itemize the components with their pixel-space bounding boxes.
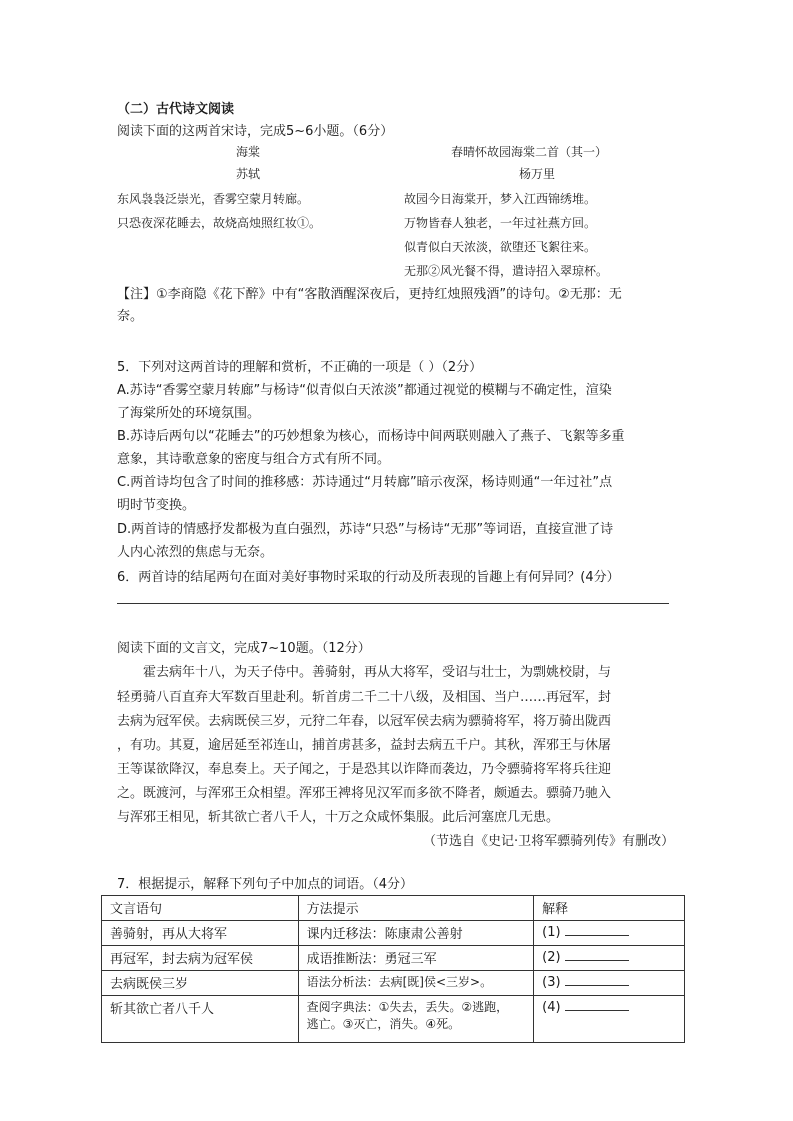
note-line-2: 奈。 (117, 309, 144, 324)
poetry-instruction: 阅读下面的这两首宋诗，完成5~6小题。（6分） (117, 124, 394, 139)
prose-line-6: 之。既渡河，与浑邪王众相望。浑邪王裨将见汉军而多欲不降者，颇遁去。骠骑乃驰入 (117, 786, 612, 801)
poem1-title: 海棠 (236, 145, 261, 159)
prose-line-1: 霍去病年十八，为天子侍中。善骑射，再从大将军，受诏与壮士，为剽姚校尉，与 (143, 665, 612, 680)
row1-sentence: 善骑射，再从大将军 (102, 921, 299, 946)
row3-method: 语法分析法：去病[既]侯<三岁>。 (298, 971, 534, 996)
q5-option-a[interactable]: A.苏诗“香雾空蒙月转廊”与杨诗“似青似白天浓淡”都通过视觉的模糊与不确定性，渲染 (117, 383, 612, 398)
row1-method: 课内迁移法：陈康肃公善射 (298, 921, 534, 946)
row2-answer-blank[interactable] (565, 948, 629, 961)
row1-answer-blank[interactable] (565, 923, 629, 936)
q5-option-b-cont: 意象，其诗歌意象的密度与组合方式有所不同。 (117, 452, 391, 467)
q7-stem: 7．根据提示，解释下列句子中加点的词语。（4分） (117, 877, 414, 892)
q5-option-c-cont: 明时节变换。 (117, 498, 196, 513)
prose-line-3: 去病为冠军侯。去病既侯三岁，元狩二年春，以冠军侯去病为骠骑将军，将万骑出陇西 (117, 714, 612, 729)
row4-method-line-1: 查阅字典法：①失去，丢失。②逃跑， (306, 1000, 509, 1014)
poem2-title: 春晴怀故园海棠二首（其一） (451, 145, 608, 159)
q6-stem: 6．两首诗的结尾两句在面对美好事物时采取的行动及所表现的旨趣上有何异同？(4分） (117, 570, 620, 585)
q6-answer-line[interactable] (117, 603, 669, 604)
prose-line-5: 王等谋欲降汉，奉息奏上。天子闻之，于是恐其以诈降而袭边，乃令骠骑将军将兵往迎 (117, 762, 612, 777)
row4-answer-label: (4) (542, 1000, 561, 1015)
poem2-line-2: 万物皆春人独老，一年过社燕方回。 (404, 216, 597, 230)
row3-answer-blank[interactable] (565, 973, 629, 986)
q5-option-a-cont: 了海棠所处的环境氛围。 (117, 406, 261, 421)
header-method: 方法提示 (298, 896, 534, 921)
prose-source: （节选自《史记·卫将军骠骑列传》有删改） (423, 834, 675, 849)
row1-answer-label: (1) (542, 925, 561, 940)
row4-sentence: 斩其欲亡者八千人 (102, 996, 299, 1043)
poem1-line-2: 只恐夜深花睡去，故烧高烛照红妆①。 (117, 216, 322, 230)
prose-instruction: 阅读下面的文言文，完成7~10题。（12分） (117, 641, 371, 656)
header-sentence: 文言语句 (102, 896, 299, 921)
poem1-line-1: 东风袅袅泛崇光，香雾空蒙月转廊。 (117, 192, 310, 206)
poem2-author: 杨万里 (519, 167, 556, 181)
q5-option-d[interactable]: D.两首诗的情感抒发都极为直白强烈，苏诗“只恐”与杨诗“无那”等词语，直接宣泄了诗 (117, 522, 614, 537)
poem1-author: 苏轼 (236, 167, 261, 181)
row4-answer-cell[interactable] (534, 996, 685, 1043)
note-line-1: 【注】①李商隐《花下醉》中有“客散酒醒深夜后，更持红烛照残酒”的诗句。②无那：无 (117, 287, 622, 302)
row2-sentence: 再冠军，封去病为冠军侯 (102, 946, 299, 971)
row3-answer-label: (3) (542, 975, 561, 990)
row3-answer-cell[interactable] (534, 971, 685, 996)
table-row (102, 921, 685, 946)
poem2-line-4: 无那②风光餐不得，遣诗招入翠琼杯。 (404, 264, 609, 278)
vocab-table (101, 895, 685, 1043)
prose-line-7: 与浑邪王相见，斩其欲亡者八千人，十万之众咸怀集服。此后河塞庶几无患。 (117, 810, 560, 825)
q5-option-c[interactable]: C.两首诗均包含了时间的推移感：苏诗通过“月转廊”暗示夜深，杨诗则通“一年过社”点 (117, 475, 613, 490)
section-title: （二）古代诗文阅读 (117, 102, 235, 117)
poem2-line-3: 似青似白天浓淡，欲堕还飞絮往来。 (404, 240, 597, 254)
prose-line-2: 轻勇骑八百直弃大军数百里赴利。斩首虏二千二十八级，及相国、当户……再冠军，封 (117, 690, 612, 705)
poem2-line-1: 故园今日海棠开，梦入江西锦绣堆。 (404, 192, 597, 206)
header-answer: 解释 (534, 896, 685, 921)
row4-method (298, 996, 534, 1043)
row2-answer-cell[interactable] (534, 946, 685, 971)
q5-option-b[interactable]: B.苏诗后两句以“花睡去”的巧妙想象为核心，而杨诗中间两联则融入了燕子、飞絮等多重 (117, 429, 625, 444)
row4-answer-blank[interactable] (565, 998, 629, 1011)
row4-method-line-2: 逃亡。③灭亡，消失。④死。 (306, 1017, 461, 1031)
row2-answer-label: (2) (542, 950, 561, 965)
prose-line-4: ，有功。其夏，逾居延至祁连山，捕首虏甚多，益封去病五千户。其秋，浑邪王与休屠 (117, 738, 612, 753)
q5-stem: 5．下列对这两首诗的理解和赏析，不正确的一项是（ ）（2分） (117, 360, 483, 375)
table-row (102, 946, 685, 971)
q5-option-d-cont: 人内心浓烈的焦虑与无奈。 (117, 545, 274, 560)
table-row (102, 971, 685, 996)
table-header-row (102, 896, 685, 921)
row3-sentence: 去病既侯三岁 (102, 971, 299, 996)
row2-method: 成语推断法：勇冠三军 (298, 946, 534, 971)
row1-answer-cell[interactable] (534, 921, 685, 946)
table-row (102, 996, 685, 1043)
